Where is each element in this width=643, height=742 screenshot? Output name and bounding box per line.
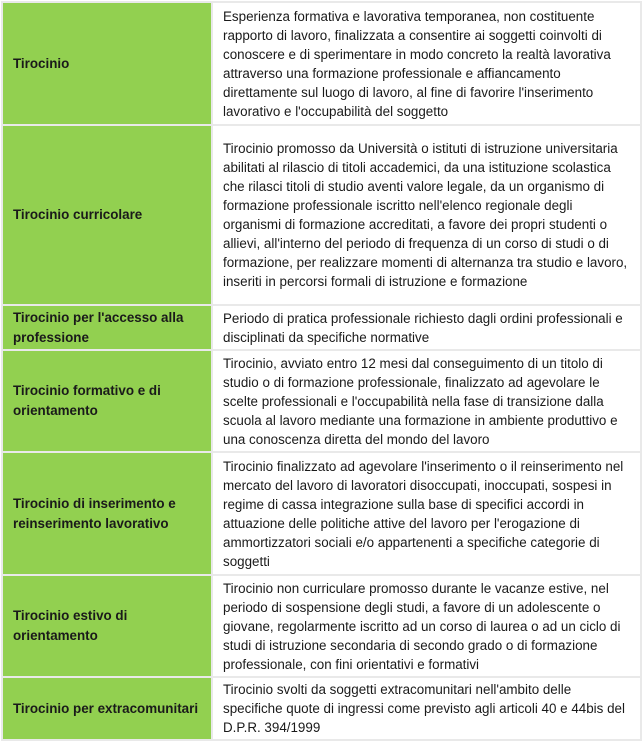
table-row: [2, 575, 641, 677]
table-row: [2, 452, 641, 575]
definition-cell: Periodo di pratica professionale richiesto dagli ordini professionali e disciplinati da specifiche normative: [212, 305, 641, 350]
term-cell: Tirocinio estivo di orientamento: [2, 575, 212, 677]
term-cell: Tirocinio formativo e di orientamento: [2, 350, 212, 452]
term-cell: Tirocinio di inserimento e reinserimento lavorativo: [2, 452, 212, 575]
definition-cell: Tirocinio finalizzato ad agevolare l'inserimento o il reinserimento nel mercato del lavoro di lavoratori disoccupati, inoccupati, sospesi in regime di cassa integrazione sulla base di specifici accordi in attuazione delle politiche attive del lavoro per l'erogazione di ammortizzatori sociali e/o appartenenti a specifiche categorie di soggetti: [212, 452, 641, 575]
term-cell: Tirocinio per extracomunitari: [2, 677, 212, 740]
table-row: [2, 677, 641, 740]
table-row: [2, 350, 641, 452]
definition-cell: Esperienza formativa e lavorativa temporanea, non costituente rapporto di lavoro, finalizzata a consentire ai soggetti coinvolti di conoscere e di sperimentare in modo concreto la realtà lavorativa attraverso una formazione professionale e affiancamento direttamente sul luogo di lavoro, al fine di favorire l'inserimento lavorativo e l'occupabilità del soggetto: [212, 2, 641, 125]
term-cell: Tirocinio per l'accesso alla professione: [2, 305, 212, 350]
definition-cell: Tirocinio svolti da soggetti extracomunitari nell'ambito delle specifiche quote di ingressi come previsto agli articoli 40 e 44bis del D.P.R. 394/1999: [212, 677, 641, 740]
tirocini-glossary-table: [1, 1, 642, 741]
term-cell: Tirocinio curricolare: [2, 125, 212, 305]
definition-cell: Tirocinio, avviato entro 12 mesi dal conseguimento di un titolo di studio o di formazione professionale, finalizzato ad agevolare le scelte professionali e l'occupabilità nella fase di transizione dalla scuola al lavoro mediante una formazione in ambiente produttivo e una conoscenza diretta del mondo del lavoro: [212, 350, 641, 452]
term-cell: Tirocinio: [2, 2, 212, 125]
table-row: [2, 305, 641, 350]
definition-cell: Tirocinio promosso da Università o istituti di istruzione universitaria abilitati al rilascio di titoli accademici, da una istituzione scolastica che rilasci titoli di studio aventi valore legale, da un organismo di formazione professionale iscritto nell'elenco regionale degli organismi di formazione accreditati, a favore dei propri studenti o allievi, all'interno del periodo di frequenza di un corso di studi o di formazione, per realizzare momenti di alternanza tra studio e lavoro, inseriti in percorsi formali di istruzione e formazione: [212, 125, 641, 305]
table-row: [2, 125, 641, 305]
definition-cell: Tirocinio non curriculare promosso durante le vacanze estive, nel periodo di sospensione degli studi, a favore di un adolescente o giovane, regolarmente iscritto ad un corso di laurea o ad un ciclo di studi di istruzione secondaria di secondo grado o di formazione professionale, con fini orientativi e formativi: [212, 575, 641, 677]
table-row: [2, 2, 641, 125]
